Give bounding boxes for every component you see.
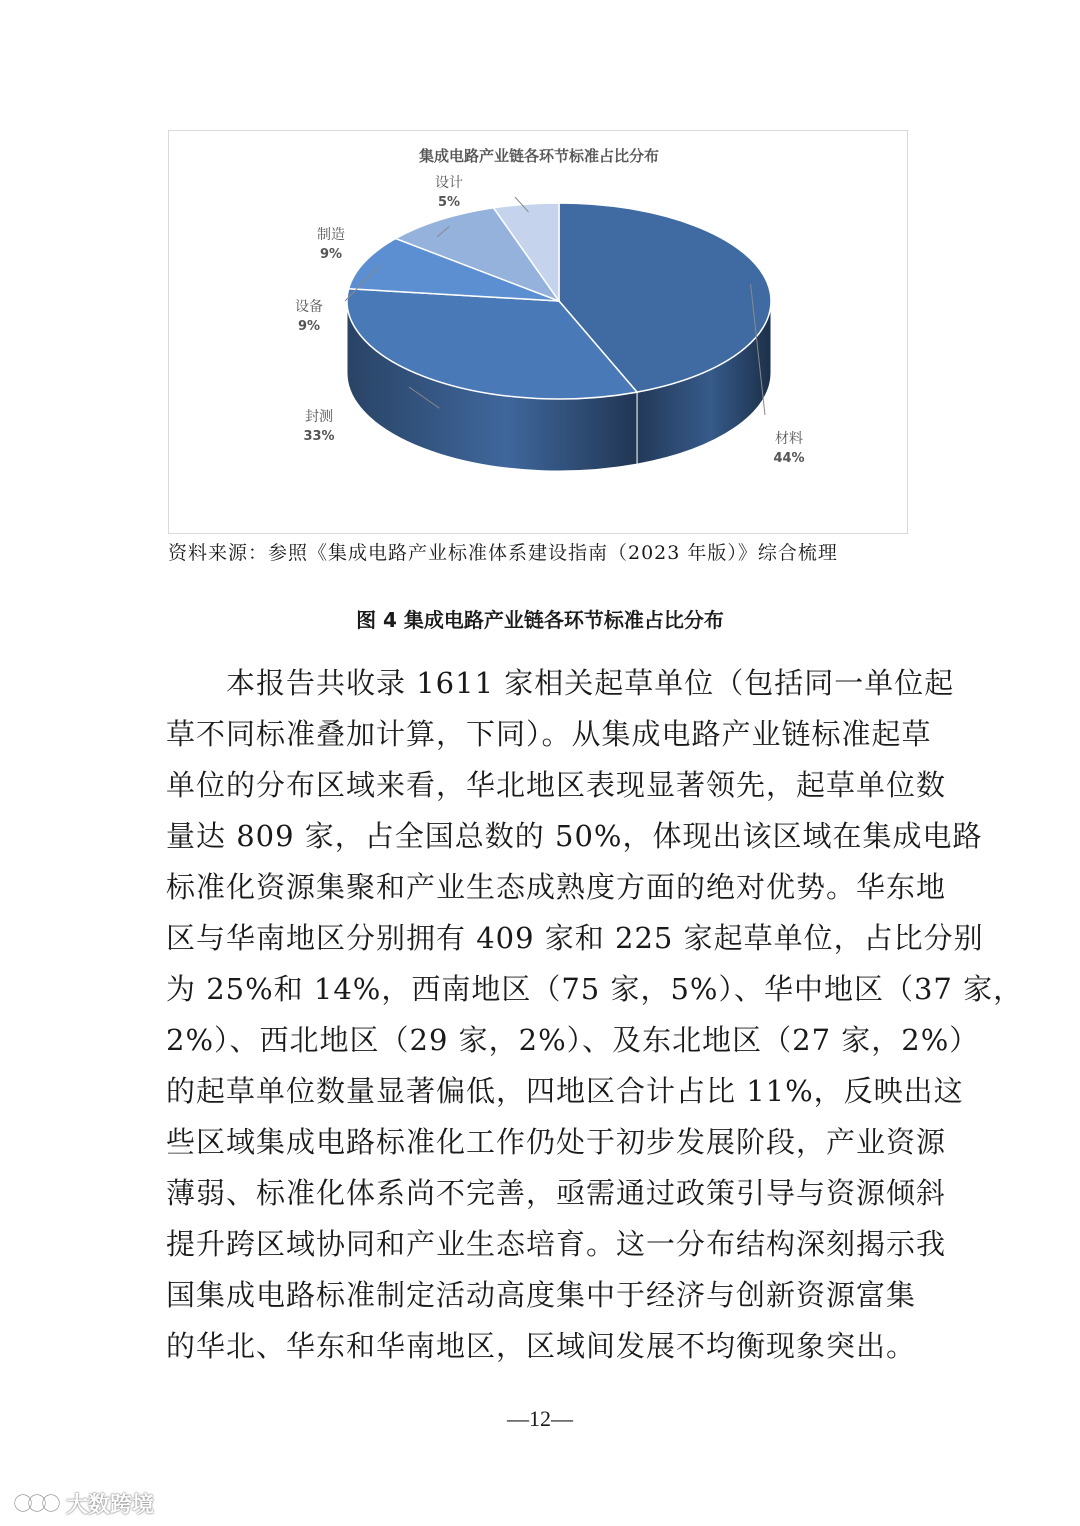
slice-label-封测: 封测 <box>305 409 333 425</box>
paragraph-line: 本报告共收录 1611 家相关起草单位（包括同一单位起 <box>166 666 955 700</box>
slice-label-设计: 设计 <box>435 175 463 191</box>
paragraph-line: 量达 809 家，占全国总数的 50%，体现出该区域在集成电路 <box>166 819 983 853</box>
paragraph-line: 为 25%和 14%，西南地区（75 家，5%）、华中地区（37 家， <box>166 972 1024 1006</box>
page-number: —12— <box>507 1406 573 1431</box>
paragraph-line: 薄弱、标准化体系尚不完善，亟需通过政策引导与资源倾斜 <box>166 1176 947 1210</box>
paragraph-line: 的起草单位数量显著偏低，四地区合计占比 11%，反映出这 <box>166 1074 964 1108</box>
slice-label-制造: 制造 <box>317 227 345 243</box>
watermark-logo-icon <box>14 1490 60 1516</box>
paragraph-line: 标准化资源集聚和产业生态成熟度方面的绝对优势。华东地 <box>166 870 947 904</box>
figure-caption: 图 4 集成电路产业链各环节标准占比分布 <box>356 608 724 632</box>
slice-value-材料: 44% <box>773 451 805 466</box>
slice-value-制造: 9% <box>319 247 343 262</box>
slice-label-设备: 设备 <box>295 299 323 315</box>
pie-chart <box>168 130 908 534</box>
chart-title: 集成电路产业链各环节标准占比分布 <box>418 147 660 165</box>
slice-value-设计: 5% <box>437 195 461 210</box>
slice-value-设备: 9% <box>297 319 321 334</box>
paragraph-line: 国集成电路标准制定活动高度集中于经济与创新资源富集 <box>166 1278 917 1312</box>
pie-chart-canvas <box>169 131 909 535</box>
paragraph-line: 提升跨区域协同和产业生态培育。这一分布结构深刻揭示我 <box>166 1227 947 1261</box>
paragraph-line: 单位的分布区域来看，华北地区表现显著领先，起草单位数 <box>166 768 947 802</box>
paragraph-line: 区与华南地区分别拥有 409 家和 225 家起草单位，占比分别 <box>166 921 984 955</box>
paragraph-line: 些区域集成电路标准化工作仍处于初步发展阶段，产业资源 <box>166 1125 947 1159</box>
slice-value-封测: 33% <box>303 429 335 444</box>
paragraph-line: 2%）、西北地区（29 家，2%）、及东北地区（27 家，2%） <box>166 1023 980 1057</box>
body-paragraph <box>166 658 1024 1372</box>
source-note: 资料来源：参照《集成电路产业标准体系建设指南（2023 年版）》综合梳理 <box>168 542 838 564</box>
paragraph-line: 的华北、华东和华南地区，区域间发展不均衡现象突出。 <box>166 1329 917 1363</box>
paragraph-line: 草不同标准叠加计算，下同）。从集成电路产业链标准起草 <box>166 717 932 751</box>
slice-label-材料: 材料 <box>775 431 803 447</box>
watermark <box>14 1488 154 1518</box>
watermark-text: 大数跨境 <box>66 1492 155 1518</box>
